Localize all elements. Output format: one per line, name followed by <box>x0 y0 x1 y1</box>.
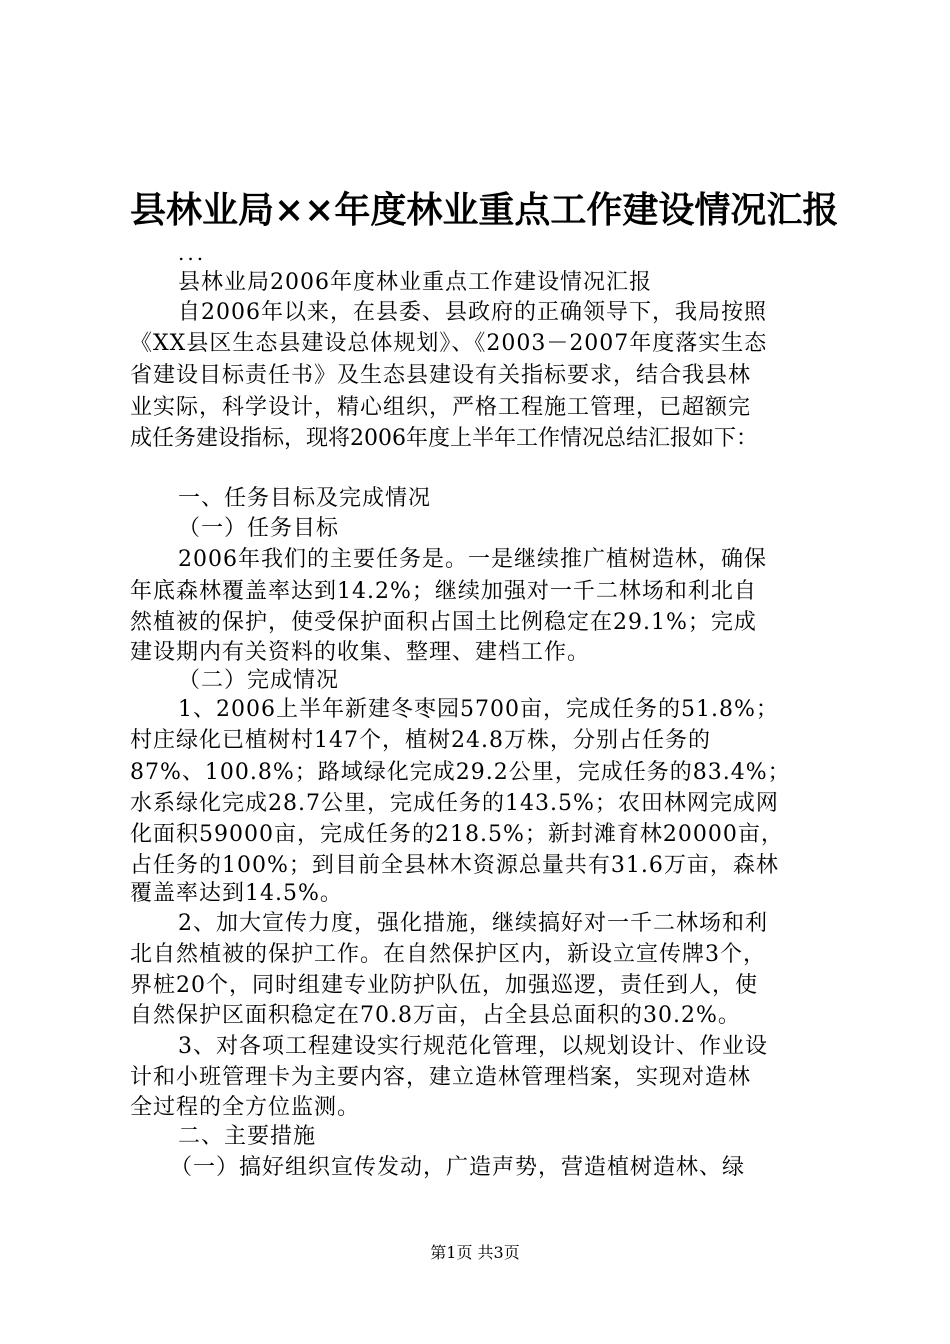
text-line: 省建设目标责任书》及生态县建设有关指标要求，结合我县林 <box>130 363 752 388</box>
text-line: 业实际，科学设计，精心组织，严格工程施工管理，已超额完 <box>130 395 752 420</box>
text-line: 87%、100.8%；路域绿化完成29.2公里，完成任务的83.4%； <box>130 760 791 785</box>
text-line: 然植被的保护，使受保护面积占国土比例稳定在29.1%；完成 <box>130 610 757 635</box>
text-line: 北自然植被的保护工作。在自然保护区内，新设立宣传牌3个， <box>130 942 766 967</box>
text-line: 界桩20个，同时组建专业防护队伍，加强巡逻，责任到人，使 <box>130 973 758 998</box>
text-line: 占任务的100%；到目前全县林木资源总量共有31.6万亩，森林 <box>130 853 779 878</box>
section-heading: 二、主要措施 <box>178 1124 317 1149</box>
text-line: 水系绿化完成28.7公里，完成任务的143.5%；农田林网完成网 <box>130 791 779 816</box>
text-line: 自2006年以来，在县委、县政府的正确领导下，我局按照 <box>178 300 767 325</box>
text-line: 年底森林覆盖率达到14.2%；继续加强对一千二林场和利北自 <box>130 579 757 604</box>
text-line: 2、加大宣传力度，强化措施，继续搞好对一千二林场和利 <box>178 911 768 936</box>
text-line: 化面积59000亩，完成任务的218.5%；新封滩育林20000亩， <box>130 822 784 847</box>
subsection-heading: （一）任务目标 <box>178 516 340 541</box>
text-line: 2006年我们的主要任务是。一是继续推广植树造林，确保 <box>178 547 767 572</box>
text-line: 自然保护区面积稳定在70.8万亩，占全县总面积的30.2%。 <box>130 1003 741 1028</box>
text-line: 1、2006上半年新建冬枣园5700亩，完成任务的51.8%； <box>178 697 779 722</box>
title-continuation-ellipsis: ... <box>178 241 207 265</box>
text-line: 县林业局2006年度林业重点工作建设情况汇报 <box>178 270 652 295</box>
subsection-heading: （二）完成情况 <box>178 668 340 693</box>
text-line: 覆盖率达到14.5%。 <box>130 881 343 906</box>
page-number-footer: 第1页 共3页 <box>430 1243 520 1262</box>
text-line: 村庄绿化已植树村147个，植树24.8万株，分别占任务的 <box>130 728 711 753</box>
text-line: 成任务建设指标，现将2006年度上半年工作情况总结汇报如下： <box>130 426 758 451</box>
text-line: 3、对各项工程建设实行规范化管理，以规划设计、作业设 <box>178 1034 768 1059</box>
section-heading: 一、任务目标及完成情况 <box>178 486 432 511</box>
text-line: 全过程的全方位监测。 <box>130 1095 361 1120</box>
text-line: 建设期内有关资料的收集、整理、建档工作。 <box>130 640 591 665</box>
text-line: 计和小班管理卡为主要内容，建立造林管理档案，实现对造林 <box>130 1065 752 1090</box>
text-line: 《XX县区生态县建设总体规划》、《2003－2007年度落实生态 <box>130 331 768 356</box>
document-title: 县林业局××年度林业重点工作建设情况汇报 <box>130 189 839 231</box>
text-line: （一）搞好组织宣传发动，广造声势，营造植树造林、绿 <box>170 1155 746 1180</box>
